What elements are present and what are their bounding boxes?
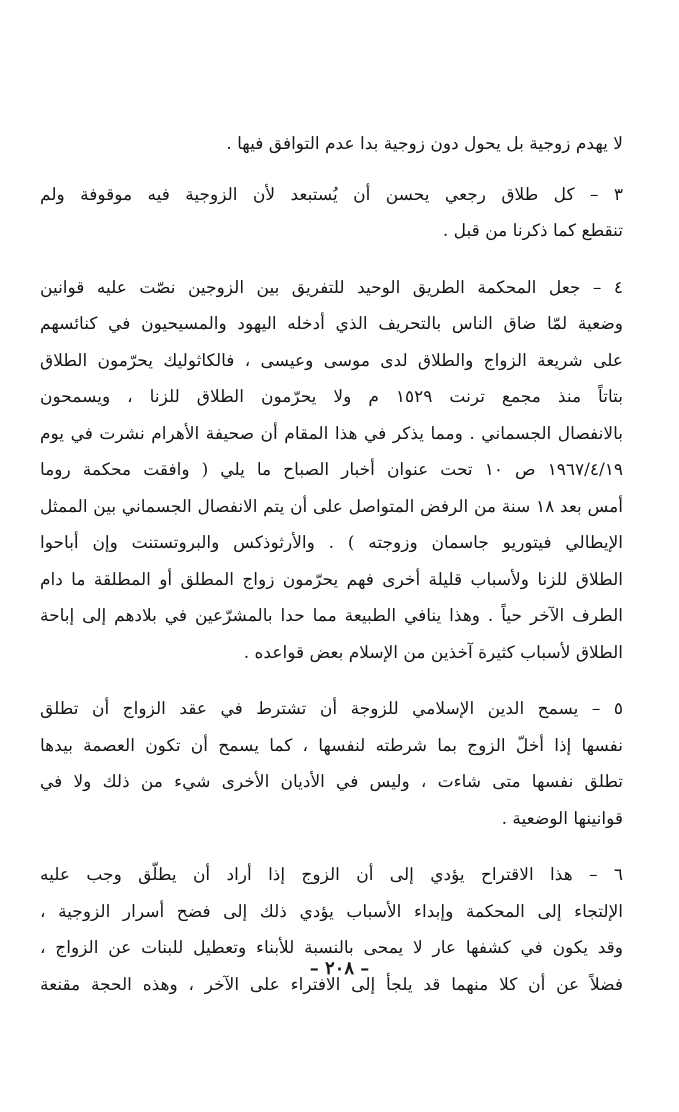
paragraph-item-4 bbox=[40, 270, 623, 672]
text-line: وضعية لمّا ضاق الناس بالتحريف الذي أدخله اليهود والمسيحيون في كنائسهم bbox=[40, 314, 623, 334]
page-number: – ٢٠٨ – bbox=[309, 958, 370, 979]
paragraph-item-5 bbox=[40, 691, 623, 837]
text-line: الإلتجاء إلى المحكمة وإبداء الأسباب يؤدي ذلك إلى فضح أسرار الزوجية ، bbox=[40, 901, 623, 922]
text-line: قوانينها الوضعية . bbox=[501, 808, 623, 829]
text-line: ٥ – يسمح الدين الإسلامي للزوجة أن تشترط في عقد الزواج أن تطلق bbox=[40, 699, 623, 719]
text-line: أمس بعد ١٨ سنة من الرفض المتواصل على أن يتم الانفصال الجسماني بين الممثل bbox=[40, 496, 623, 517]
text-line: ١٩٦٧/٤/١٩ ص ١٠ تحت عنوان أخبار الصباح ما يلي ( وافقت محكمة روما bbox=[40, 460, 623, 480]
text-line: على شريعة الزواج والطلاق لدى موسى وعيسى ، فالكاثوليك يحرّمون الطلاق bbox=[40, 350, 623, 371]
paragraph-item-6 bbox=[40, 857, 623, 1003]
text-line: بتاتاً منذ مجمع ترنت ١٥٢٩ م ولا يحرّمون الطلاق للزنا ، ويسمحون bbox=[40, 387, 623, 407]
text-line: الطلاق لأسباب كثيرة آخذين من الإسلام بعض قواعده . bbox=[243, 642, 623, 663]
text-line: ٦ – هذا الاقتراح يؤدي إلى أن الزوج إذا أراد أن يطلّق وجب عليه bbox=[40, 865, 623, 885]
text-line: وقد يكون في كشفها عار لا يمحى بالنسبة للأبناء وتعطيل للبنات عن الزواج ، bbox=[40, 938, 623, 958]
page-body bbox=[40, 126, 623, 1003]
text-line: نفسها إذا أخلّ الزوج بما شرطته لنفسها ، كما يسمح أن تكون العصمة بيدها bbox=[40, 735, 623, 756]
text-line: الإيطالي فيتوريو جاسمان وزوجته ) . والأرثوذكس والبروتستنت وإن أباحوا bbox=[40, 533, 623, 553]
paragraph-continued bbox=[40, 126, 623, 163]
text-line: الطلاق للزنا ولأسباب قليلة أخرى فهم يحرّمون زواج المطلق أو المطلقة ما دام bbox=[40, 569, 623, 590]
text-line: ٣ – كل طلاق رجعي يحسن أن يُستبعد لأن الزوجية فيه موقوفة ولم bbox=[40, 184, 623, 205]
text-line: تطلق نفسها متى شاءت ، وليس في الأديان الأخرى شيء من ذلك ولا في bbox=[40, 772, 623, 792]
text-line: تنقطع كما ذكرنا من قبل . bbox=[442, 221, 623, 241]
text-line: ٤ – جعل المحكمة الطريق الوحيد للتفريق بين الزوجين نصّت عليه قوانين bbox=[40, 277, 623, 298]
paragraph-item-3 bbox=[40, 177, 623, 250]
text-line: بالانفصال الجسماني . ومما يذكر في هذا المقام أن صحيفة الأهرام نشرت في يوم bbox=[40, 423, 623, 444]
text-line: لا يهدم زوجية بل يحول دون زوجية بدا عدم التوافق فيها . bbox=[226, 134, 623, 154]
text-line: الطرف الآخر حياً . وهذا ينافي الطبيعة مما حدا بالمشرّعين في بلادهم إلى إباحة bbox=[40, 606, 623, 626]
text-line: فضلاً عن أن كلا منهما قد يلجأ إلى الافتراء على الآخر ، وهذه الحجة مقنعة bbox=[40, 974, 623, 995]
